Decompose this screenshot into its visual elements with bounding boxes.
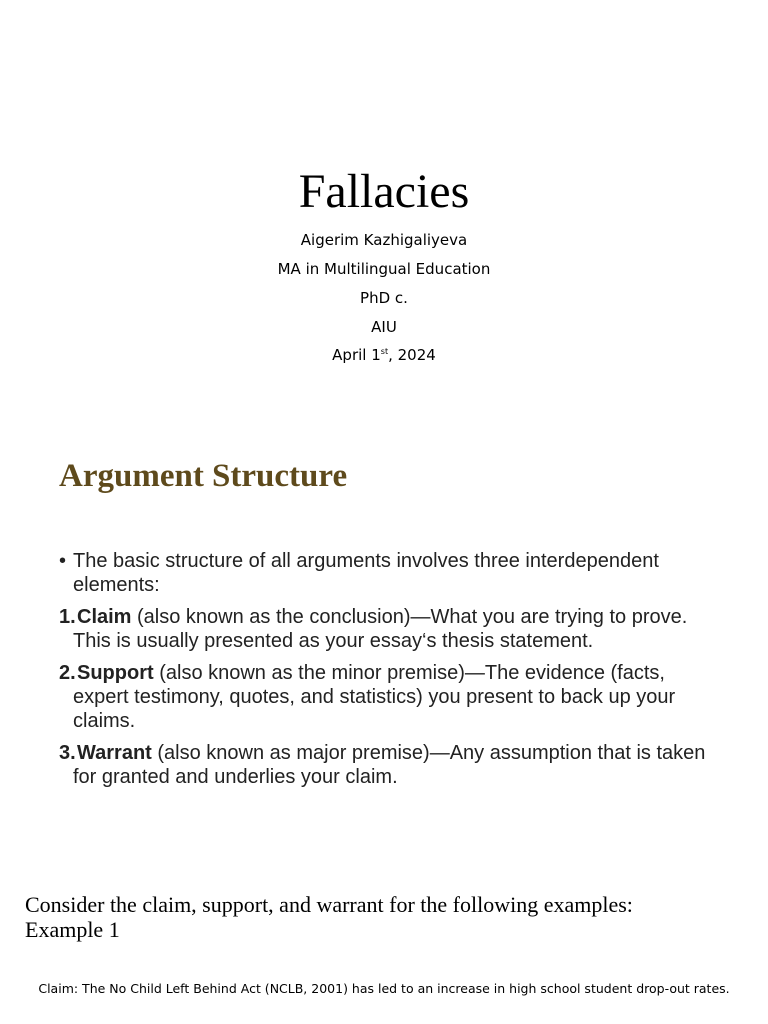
date-ordinal: st — [380, 347, 389, 356]
presentation-title: Fallacies — [298, 165, 470, 218]
item-term: Claim — [77, 606, 132, 628]
item-description: (also known as the minor premise)—The evidence (facts, expert testimony, quotes, and statistics) you present to back up your claims. — [73, 662, 676, 732]
item-term: Warrant — [77, 742, 152, 764]
example-label: Example 1 — [25, 917, 120, 942]
list-item-warrant — [59, 741, 719, 789]
bullet-marker: • — [59, 550, 67, 572]
section-heading: Argument Structure — [59, 458, 348, 494]
example-claim: Claim: The No Child Left Behind Act (NCLB, 2001) has led to an increase in high school student drop-out rates. — [38, 981, 730, 996]
examples-prompt-block — [25, 892, 633, 942]
institution: AIU — [371, 318, 397, 336]
list-item-claim — [59, 605, 719, 653]
argument-structure-list — [59, 549, 719, 797]
intro-text: The basic structure of all arguments involves three interdependent elements: — [73, 550, 659, 596]
date-prefix: April 1 — [332, 346, 381, 364]
title-slide — [0, 0, 768, 400]
item-description: (also known as the conclusion)—What you are trying to prove. This is usually presented as your essay‘s thesis statement. — [73, 606, 688, 652]
item-number: 2. — [59, 662, 76, 684]
item-description: (also known as major premise)—Any assumption that is taken for granted and underlies your claim. — [73, 742, 706, 788]
author-status: PhD c. — [360, 289, 408, 307]
item-number: 3. — [59, 742, 76, 764]
intro-bullet — [59, 549, 719, 597]
presentation-date — [0, 345, 768, 365]
list-item-support — [59, 661, 719, 733]
date-suffix: , 2024 — [388, 346, 436, 364]
item-term: Support — [77, 662, 154, 684]
author-name: Aigerim Kazhigaliyeva — [300, 231, 468, 249]
examples-prompt: Consider the claim, support, and warrant for the following examples: — [25, 892, 633, 917]
author-degree: MA in Multilingual Education — [277, 260, 491, 278]
item-number: 1. — [59, 606, 76, 628]
